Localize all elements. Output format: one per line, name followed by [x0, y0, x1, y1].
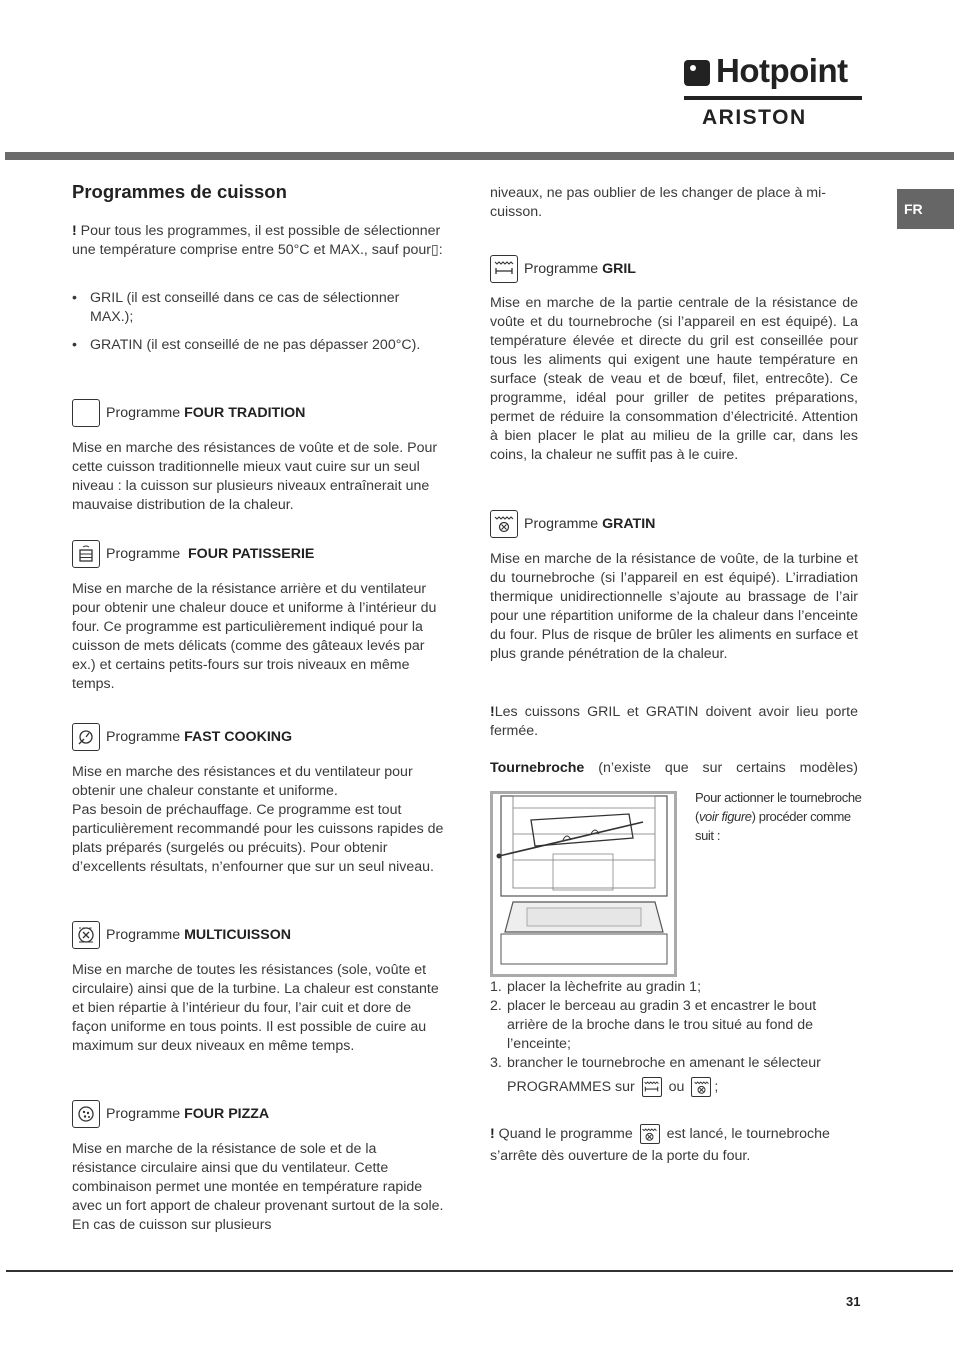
note-text: Quand le programme [494, 1126, 633, 1142]
step-number: 3. [490, 1055, 502, 1071]
list-item: • GRATIN (il est conseillé de ne pas dépasser 200°C). [72, 336, 444, 355]
brand-underline [684, 96, 862, 100]
gril-gratin-note [490, 703, 858, 741]
program-description: Mise en marche de la résistance arrière et du ventilateur pour obtenir une chaleur douce et uniforme à l’intérieur du four. Ce programme est particulièrement indiqué pour la cuisson de mets délicats (comme des gâteaux levés par ex.) et certains petits-fours sur trois niveaux en même temps. [72, 581, 437, 692]
program-name: GRATIN [602, 516, 656, 532]
program-prefix: Programme [106, 405, 185, 421]
program-prefix: Programme [106, 546, 188, 562]
list-item [490, 997, 858, 1054]
tournebroche-title: Tournebroche [490, 760, 585, 776]
program-prefix: Programme [524, 516, 603, 532]
program-heading-four-pizza [72, 1100, 269, 1128]
program-heading-gril [490, 255, 636, 283]
program-heading-multicuisson [72, 921, 291, 949]
gril-icon [642, 1077, 662, 1097]
step3-end: ; [714, 1079, 719, 1095]
tournebroche-heading [490, 759, 858, 778]
program-heading-gratin [490, 510, 655, 538]
fast-cooking-icon [72, 723, 100, 751]
program-name: FOUR PATISSERIE [188, 546, 315, 562]
program-name: GRIL [602, 261, 636, 277]
program-name: FOUR PIZZA [184, 1106, 270, 1122]
hotpoint-logo-mark-icon [684, 60, 710, 86]
oven-rotisserie-illustration [493, 794, 674, 974]
note-text: Les cuissons GRIL et GRATIN doivent avoir lieu porte fermée. [490, 704, 858, 739]
four-tradition-icon [72, 399, 100, 427]
brand-sub: ARISTON [702, 106, 807, 129]
intro-paragraph [72, 222, 444, 260]
warning-mark: ! [490, 704, 495, 720]
language-tab-label: FR [904, 201, 923, 217]
program-description: Mise en marche des résistances de voûte et de sole. Pour cette cuisson traditionnelle mieux vaut cuire sur un seul niveau : la cuisson sur plusieurs niveaux entraînerait une mauvaise distribution de la chaleur. [72, 440, 438, 513]
header-rule [5, 152, 954, 160]
program-description: Mise en marche de la partie centrale de la résistance de voûte et du tournebroche (si l’appareil en est équipé). La température élevée et directe du gril est conseillée pour tous les aliments qui exigent une haute température en surface (steak de veau et de bœuf, filet, entrecôte). Ce programme, idéal pour griller de petites préparations, permet de réduire la consommation d’électricité. Attention à bien placer le plat au milieu de la grille car, dans les coins, la chaleur ne suffit pas à le cuire. [490, 295, 858, 463]
step3-continuation [507, 1076, 718, 1098]
program-name: FOUR TRADITION [184, 405, 306, 421]
caption-text: ) procéder comme suit : [695, 809, 851, 843]
program-heading-four-tradition [72, 399, 305, 427]
figure-caption [695, 788, 865, 845]
bullet-list [72, 289, 444, 364]
program-prefix: Programme [524, 261, 603, 277]
program-description: Mise en marche des résistances et du ventilateur pour obtenir une chaleur constante et uniforme. Pas besoin de préchauffage. Ce programme est tout particulièrement recommandé pour les cuissons rapides de plats préparés (surgelés ou précuits). Pour obtenir d’excellents résultats, n’enfourner que sur un seul niveau. [72, 764, 444, 875]
program-name: FAST COOKING [184, 729, 293, 745]
note-text: est lancé, le tournebroche s’arrête dès ouverture de la porte du four. [490, 1126, 830, 1164]
continued-text: niveaux, ne pas oublier de les changer de place à mi-cuisson. [490, 185, 826, 220]
caption-text: Pour actionner le tournebroche ( [695, 790, 862, 824]
step-number: 1. [490, 979, 502, 995]
program-prefix: Programme [106, 927, 185, 943]
multicuisson-icon [72, 921, 100, 949]
program-description: Mise en marche de la résistance de voûte, de la turbine et du tournebroche (si l’appareil en est équipé). L’irradiation thermique unidirectionnelle s’ajoute au brassage de l’air pour une répartition uniforme de la chaleur dans l’enceinte du four. Plus de risque de brûler les aliments en surface et plus grande pénétration de la chaleur. [490, 551, 858, 662]
page-number: 31 [846, 1294, 861, 1309]
steps-list [490, 978, 858, 1073]
list-item: • GRIL (il est conseillé dans ce cas de sélectionner MAX.); [72, 289, 444, 327]
brand-name: Hotpoint [716, 52, 848, 89]
brand-logo [682, 52, 864, 132]
language-tab [897, 189, 954, 229]
four-patisserie-icon [72, 540, 100, 568]
step3-text: PROGRAMMES sur [507, 1079, 635, 1095]
program-prefix: Programme [106, 1106, 185, 1122]
rotisserie-figure [490, 791, 677, 977]
warning-mark: ! [490, 1126, 495, 1142]
warning-mark: ! [72, 223, 77, 239]
intro-text: Pour tous les programmes, il est possible de sélectionner une température comprise entre 50°C et MAX., sauf pour▯: [72, 223, 443, 258]
gratin-icon [691, 1077, 711, 1097]
step-number: 2. [490, 998, 502, 1014]
step3-or: ou [668, 1079, 685, 1095]
four-pizza-icon [72, 1100, 100, 1128]
program-heading-four-patisserie [72, 540, 314, 568]
caption-italic: voir figure [698, 809, 752, 824]
program-description: Mise en marche de toutes les résistances (sole, voûte et circulaire) ainsi que de la turbine. La chaleur est constante et bien répartie à l’intérieur du four, l’air cuit et dore de façon uniforme en tous points. Il est possible de cuire au maximum sur deux niveaux en même temps. [72, 962, 439, 1054]
program-name: MULTICUISSON [184, 927, 291, 943]
list-item [490, 1054, 858, 1073]
footer-rule [6, 1270, 953, 1272]
rotisserie-note [490, 1123, 864, 1167]
step-text: placer le berceau au gradin 3 et encastrer le bout arrière de la broche dans le trou situé au fond de l’enceinte; [507, 998, 817, 1052]
program-heading-fast-cooking [72, 723, 292, 751]
list-item [490, 978, 858, 997]
program-prefix: Programme [106, 729, 185, 745]
gril-icon [490, 255, 518, 283]
section-title: Programmes de cuisson [72, 181, 287, 202]
step-text: placer la lèchefrite au gradin 1; [507, 979, 702, 995]
gratin-icon [490, 510, 518, 538]
gratin-icon [640, 1124, 660, 1144]
tournebroche-subtitle: (n’existe que sur certains modèles) [584, 760, 858, 776]
program-description: Mise en marche de la résistance de sole et de la résistance circulaire ainsi que du ventilateur. Cette combinaison permet une montée en température rapide avec un fort apport de chaleur provenant surtout de la sole. En cas de cuisson sur plusieurs [72, 1141, 444, 1233]
step-text: brancher le tournebroche en amenant le sélecteur [507, 1055, 821, 1071]
